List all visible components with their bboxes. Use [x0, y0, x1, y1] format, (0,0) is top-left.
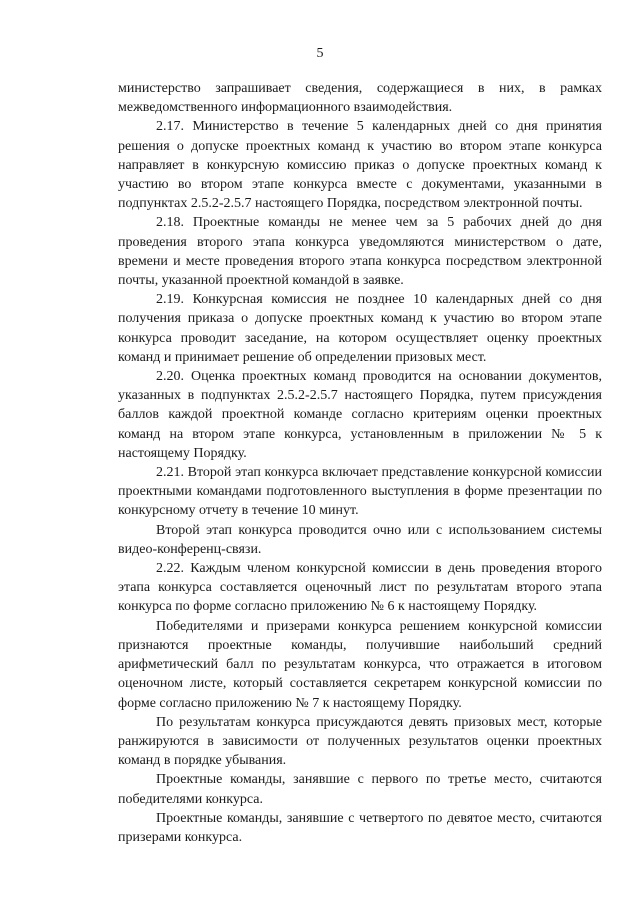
paragraph-2-18: 2.18. Проектные команды не менее чем за 5 рабочих дней до дня проведения второго этапа конкурса уведомляются министерством о дате, времени и месте проведения второго этапа конкурса посредством электронной почты, указанной проектной командой в заявке. [118, 215, 602, 289]
paragraph-winners-determination: Победителями и призерами конкурса решением конкурсной комиссии признаются проектные команды, получившие наибольший средний арифметический балл по результатам конкурса, что отражается в итоговом оценочном листе, который составляется секретарем конкурсной комиссии по форме согласно приложению № 7 к настоящему Порядку. [118, 618, 602, 711]
paragraph-second-stage-format: Второй этап конкурса проводится очно или с использованием системы видео-конференц-связи. [118, 522, 602, 557]
paragraph-2-20: 2.20. Оценка проектных команд проводится на основании документов, указанных в подпунктах 2.5.2-2.5.7 настоящего Порядка, путем присуждения баллов каждой проектной команде согласно критериям оценки проектных команд на втором этапе конкурса, установленным в приложении № 5 к настоящему Порядку. [118, 369, 602, 461]
paragraph-2-19: 2.19. Конкурсная комиссия не позднее 10 календарных дней со дня получения приказа о допуске проектных команд к участию во втором этапе конкурса проводит заседание, на котором осуществляет оценку проектных команд и принимает решение об определении призовых мест. [118, 292, 602, 365]
page-number: 5 [316, 46, 324, 61]
paragraph-prize-places: По результатам конкурса присуждаются девять призовых мест, которые ранжируются в зависимости от полученных результатов оценки проектных команд в порядке убывания. [118, 714, 602, 769]
paragraph-prizewinners: Проектные команды, занявшие с четвертого по девятое место, считаются призерами конкурса. [118, 810, 602, 845]
paragraph-2-17: 2.17. Министерство в течение 5 календарных дней со дня принятия решения о допуске проектных команд к участию во втором этапе конкурса направляет в конкурсную комиссию приказ о допуске проектных команд к участию во втором этапе конкурса вместе с документами, указанными в подпунктах 2.5.2-2.5.7 настоящего Порядка, посредством электронной почты. [118, 119, 602, 212]
paragraph-continuation: министерство запрашивает сведения, содержащиеся в них, в рамках межведомственного информационного взаимодействия. [118, 81, 602, 116]
paragraph-2-22: 2.22. Каждым членом конкурсной комиссии в день проведения второго этапа конкурса составляется оценочный лист по результатам второго этапа конкурса по форме согласно приложению № 6 к настоящему Порядку. [118, 561, 602, 615]
document-body [118, 79, 602, 847]
paragraph-winners: Проектные команды, занявшие с первого по третье место, считаются победителями конкурса. [118, 772, 602, 807]
paragraph-2-21: 2.21. Второй этап конкурса включает представление конкурсной комиссии проектными командами подготовленного выступления в форме презентации по конкурсному отчету в течение 10 минут. [118, 465, 602, 519]
